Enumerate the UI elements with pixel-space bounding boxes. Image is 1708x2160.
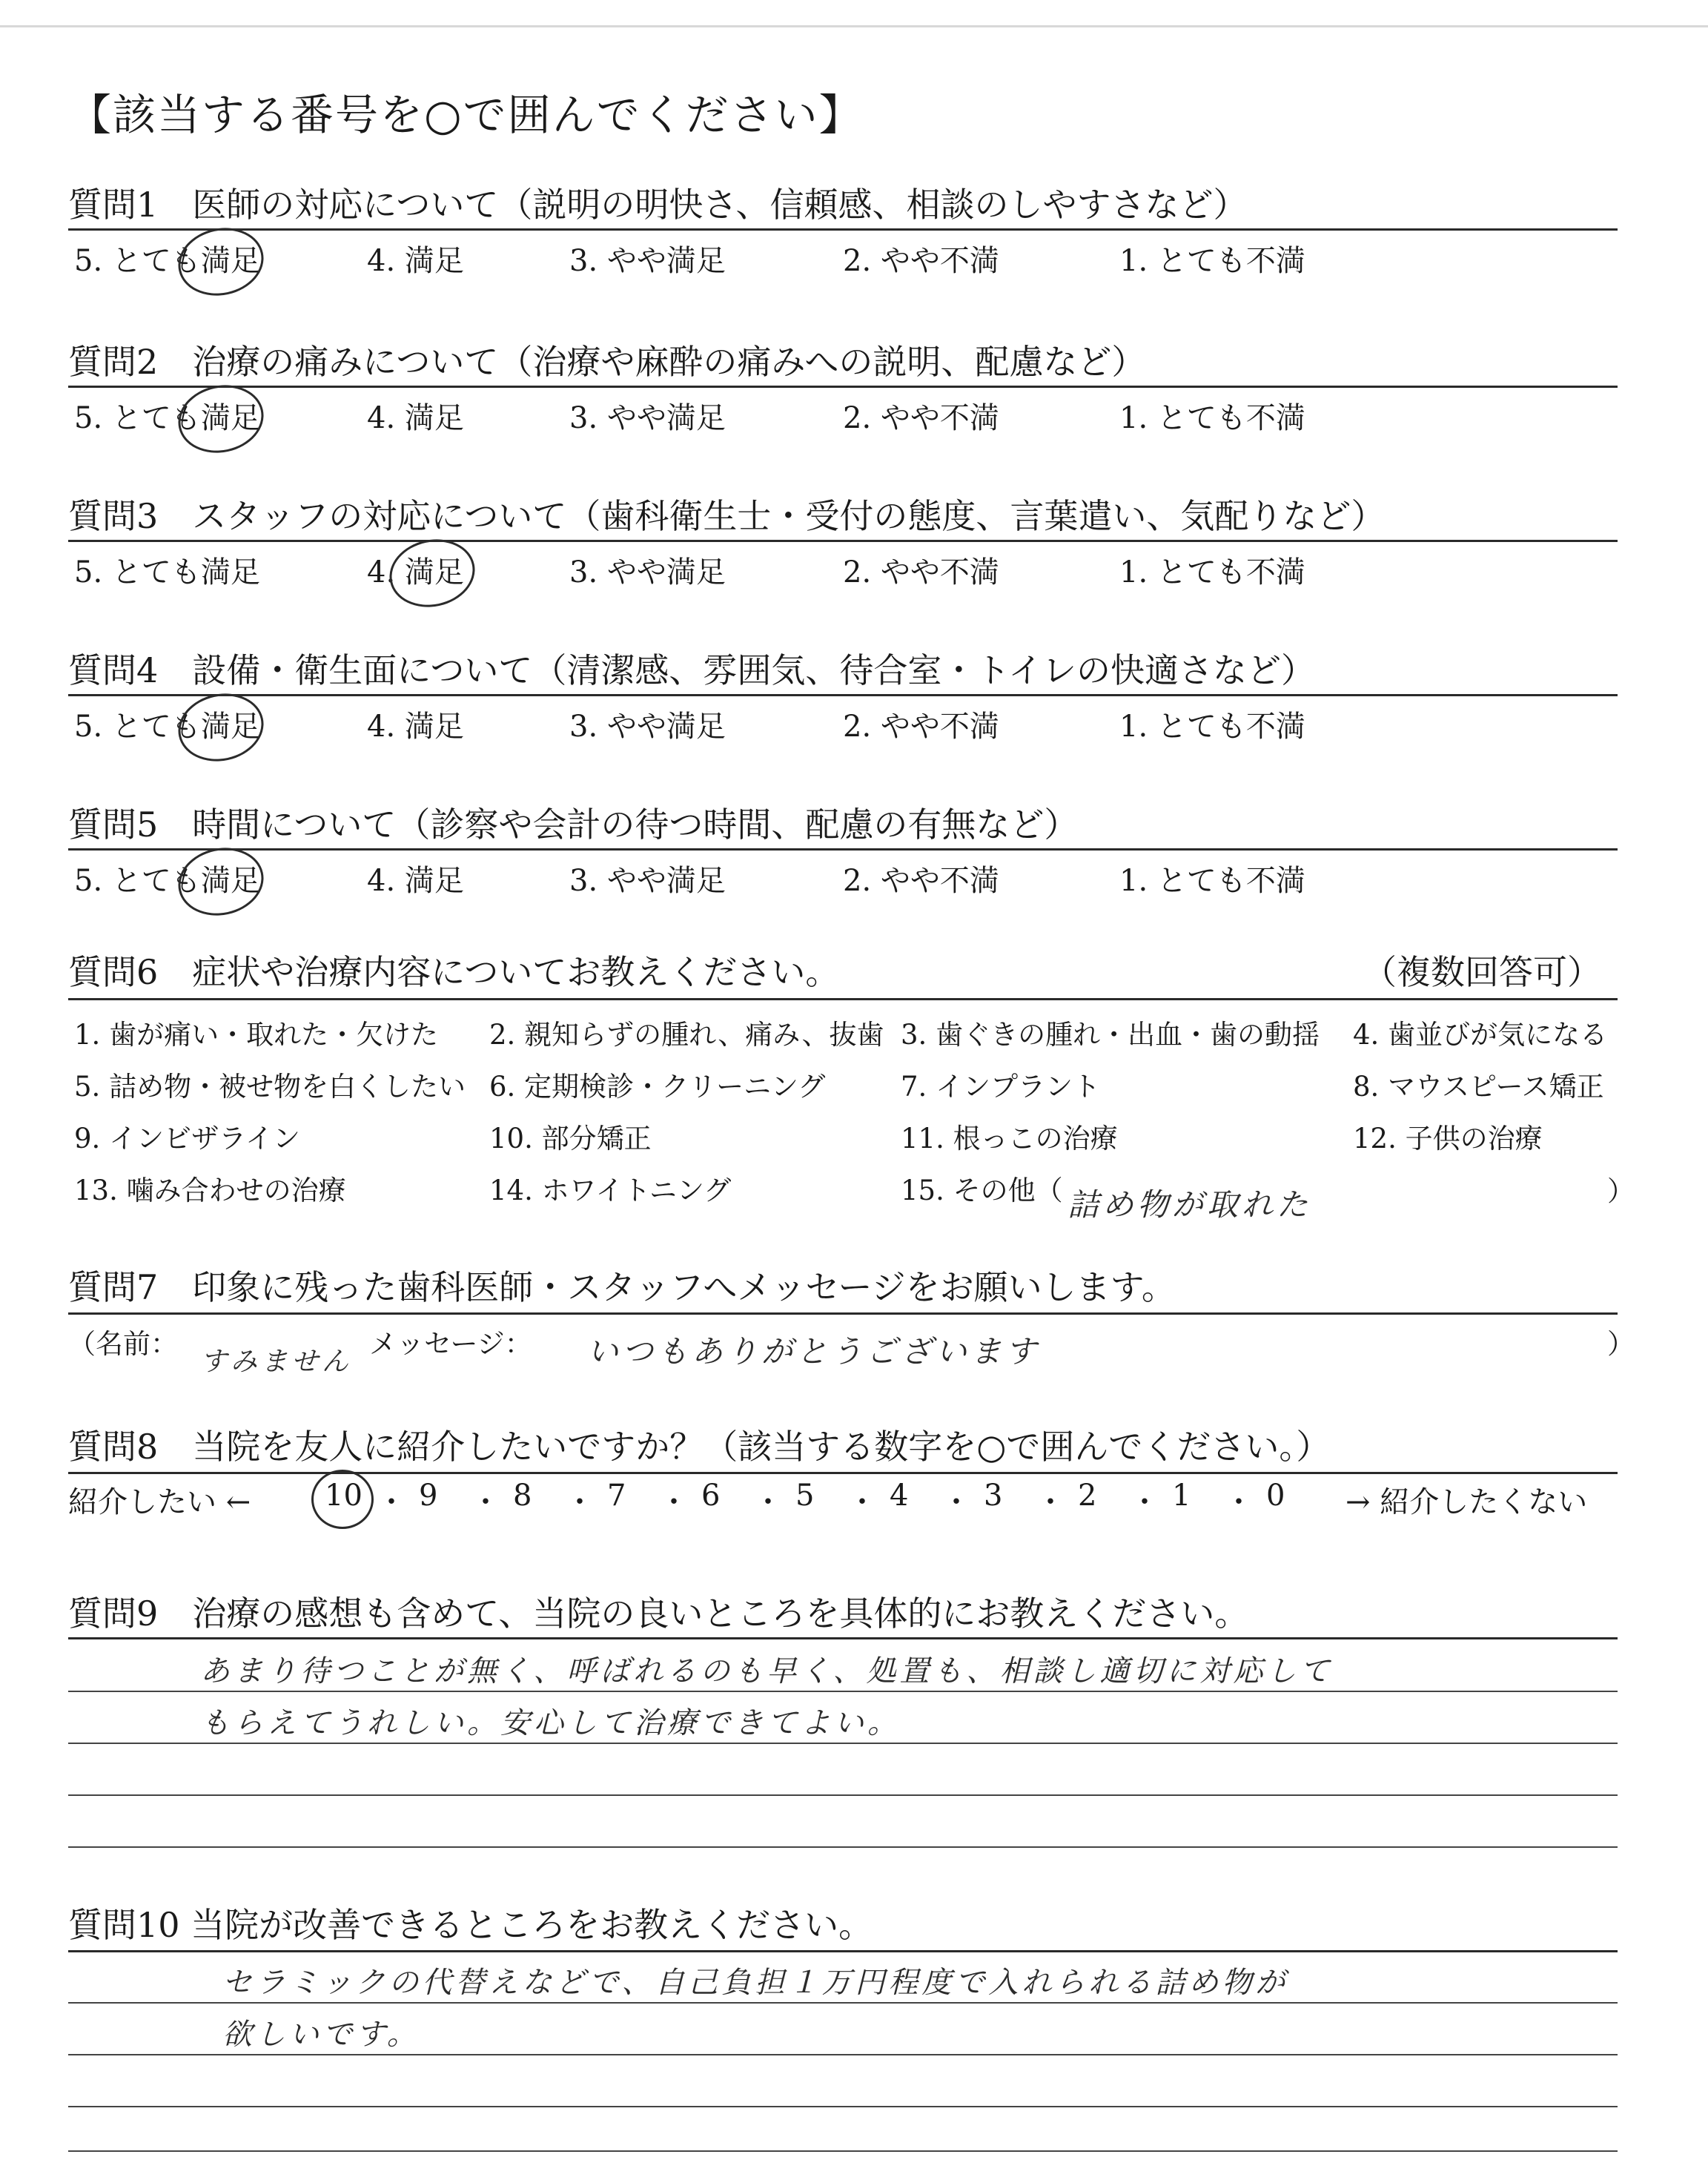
q6-item-4[interactable]: 4. 歯並びが気になる — [1353, 1019, 1608, 1051]
q8-scale-7[interactable]: 7 — [607, 1479, 626, 1513]
q4-option-5[interactable]: 5. とても満足 — [74, 710, 260, 744]
q8-scale-dot: ・ — [1036, 1485, 1065, 1519]
q3-option-4[interactable]: 4. 満足 — [367, 555, 464, 589]
q1-option-2[interactable]: 2. やや不満 — [843, 244, 999, 278]
q7-close: ） — [1607, 1328, 1635, 1360]
q6-item-13[interactable]: 13. 噛み合わせの治療 — [74, 1175, 346, 1206]
q3-underline — [68, 540, 1618, 542]
q9-title: 質問9 治療の感想も含めて、当院の良いところを具体的にお教えください。 — [68, 1593, 1249, 1634]
q1-underline — [68, 228, 1618, 231]
q8-scale-1[interactable]: 1 — [1172, 1479, 1191, 1513]
q8-scale-6[interactable]: 6 — [701, 1479, 721, 1513]
q7-message-label: メッセージ： — [369, 1328, 532, 1360]
q5-option-1[interactable]: 1. とても不満 — [1119, 864, 1305, 898]
q7-name-label: （名前： — [68, 1328, 178, 1360]
q3-option-1[interactable]: 1. とても不満 — [1119, 555, 1305, 589]
q6-item-15[interactable]: 15. その他（ — [901, 1175, 1063, 1206]
q10-answer-line-2: 欲しいです。 — [222, 2018, 420, 2052]
q9-answer-line-2: もらえてうれしい。安心して治療できてよい。 — [200, 1706, 901, 1740]
q10-write-line-1 — [68, 2002, 1618, 2004]
q9-answer-line-1: あまり待つことが無く、呼ばれるのも早く、処置も、相談し適切に対応して — [200, 1654, 1334, 1688]
q8-scale-0[interactable]: 0 — [1266, 1479, 1285, 1513]
q8-left-label: 紹介したい ← — [68, 1485, 251, 1519]
q3-title: 質問3 スタッフの対応について（歯科衛生士・受付の態度、言葉遣い、気配りなど） — [68, 496, 1386, 536]
q5-title: 質問5 時間について（診察や会計の待つ時間、配慮の有無など） — [68, 805, 1079, 845]
q8-title: 質問8 当院を友人に紹介したいですか？（該当する数字を○で囲んでください。） — [68, 1427, 1331, 1467]
q6-other-close: ） — [1607, 1175, 1635, 1207]
q8-scale-2[interactable]: 2 — [1078, 1479, 1097, 1513]
q8-scale-dot: ・ — [471, 1485, 500, 1519]
q3-option-2[interactable]: 2. やや不満 — [843, 555, 999, 589]
q5-selection-circle — [172, 840, 270, 923]
q6-item-11[interactable]: 11. 根っこの治療 — [901, 1123, 1118, 1155]
q8-scale-5[interactable]: 5 — [795, 1479, 815, 1513]
q5-option-4[interactable]: 4. 満足 — [367, 864, 464, 898]
q8-scale-dot: ・ — [847, 1485, 877, 1519]
q8-scale-dot: ・ — [941, 1485, 971, 1519]
q8-scale-dot: ・ — [377, 1485, 406, 1519]
q8-right-label: → 紹介したくない — [1345, 1485, 1588, 1519]
q4-underline — [68, 694, 1618, 696]
q6-note: （複数回答可） — [1363, 952, 1601, 992]
q5-option-2[interactable]: 2. やや不満 — [843, 864, 999, 898]
q5-option-3[interactable]: 3. やや満足 — [569, 864, 726, 898]
q4-option-1[interactable]: 1. とても不満 — [1119, 710, 1305, 744]
q8-scale-dot: ・ — [659, 1485, 689, 1519]
q4-selection-circle — [172, 686, 270, 769]
q8-scale-8[interactable]: 8 — [513, 1479, 532, 1513]
q9-write-line-4 — [68, 1846, 1618, 1848]
q8-scale-9[interactable]: 9 — [419, 1479, 438, 1513]
q8-scale-dot: ・ — [753, 1485, 783, 1519]
q10-answer-line-1: セラミックの代替えなどで、自己負担１万円程度で入れられる詰め物が — [222, 1966, 1289, 2000]
q1-title: 質問1 医師の対応について（説明の明快さ、信頼感、相談のしやすさなど） — [68, 185, 1248, 225]
q10-write-line-4 — [68, 2150, 1618, 2152]
q6-item-3[interactable]: 3. 歯ぐきの腫れ・出血・歯の動揺 — [901, 1019, 1320, 1051]
q3-option-3[interactable]: 3. やや満足 — [569, 555, 726, 589]
q6-underline — [68, 998, 1618, 1000]
q2-selection-circle — [172, 377, 270, 460]
q4-option-4[interactable]: 4. 満足 — [367, 710, 464, 744]
q2-option-5[interactable]: 5. とても満足 — [74, 401, 260, 435]
q2-underline — [68, 386, 1618, 388]
q7-name-handwriting: すみません — [200, 1347, 353, 1377]
q7-title: 質問7 印象に残った歯科医師・スタッフへメッセージをお願いします。 — [68, 1267, 1176, 1307]
q9-write-line-1 — [68, 1691, 1618, 1692]
q7-underline — [68, 1312, 1618, 1315]
q8-selection-circle — [311, 1470, 374, 1529]
q3-option-5[interactable]: 5. とても満足 — [74, 555, 260, 589]
q4-title: 質問4 設備・衛生面について（清潔感、雰囲気、待合室・トイレの快適さなど） — [68, 650, 1316, 690]
q1-selection-circle — [172, 220, 270, 303]
q8-underline — [68, 1472, 1618, 1474]
q8-scale-3[interactable]: 3 — [984, 1479, 1003, 1513]
q1-option-5[interactable]: 5. とても満足 — [74, 244, 260, 278]
q4-option-3[interactable]: 3. やや満足 — [569, 710, 726, 744]
q6-item-7[interactable]: 7. インプラント — [901, 1071, 1101, 1103]
scan-edge-line — [0, 25, 1708, 27]
q6-item-9[interactable]: 9. インビザライン — [74, 1123, 300, 1155]
q2-option-2[interactable]: 2. やや不満 — [843, 401, 999, 435]
q6-item-10[interactable]: 10. 部分矯正 — [489, 1123, 652, 1155]
q10-underline — [68, 1950, 1618, 1952]
q10-write-line-2 — [68, 2054, 1618, 2055]
q9-write-line-2 — [68, 1743, 1618, 1744]
q2-option-4[interactable]: 4. 満足 — [367, 401, 464, 435]
q6-item-5[interactable]: 5. 詰め物・被せ物を白くしたい — [74, 1071, 466, 1103]
page-header: 【該当する番号を○で囲んでください】 — [68, 90, 864, 140]
q10-title: 質問10 当院が改善できるところをお教えください。 — [68, 1905, 873, 1945]
q4-option-2[interactable]: 2. やや不満 — [843, 710, 999, 744]
q6-other-handwriting: 詰め物が取れた — [1068, 1186, 1312, 1223]
q8-scale-dot: ・ — [565, 1485, 595, 1519]
q6-item-6[interactable]: 6. 定期検診・クリーニング — [489, 1071, 826, 1103]
q6-item-12[interactable]: 12. 子供の治療 — [1353, 1123, 1543, 1155]
q7-message-handwriting: いつもありがとうございます — [587, 1333, 1041, 1370]
q2-title: 質問2 治療の痛みについて（治療や麻酔の痛みへの説明、配慮など） — [68, 342, 1146, 382]
q8-scale-dot: ・ — [1224, 1485, 1254, 1519]
q1-option-4[interactable]: 4. 満足 — [367, 244, 464, 278]
q1-option-1[interactable]: 1. とても不満 — [1119, 244, 1305, 278]
q8-scale-4[interactable]: 4 — [890, 1479, 909, 1513]
q2-option-1[interactable]: 1. とても不満 — [1119, 401, 1305, 435]
q6-item-8[interactable]: 8. マウスピース矯正 — [1353, 1071, 1604, 1103]
q1-option-3[interactable]: 3. やや満足 — [569, 244, 726, 278]
q5-underline — [68, 848, 1618, 851]
q10-write-line-3 — [68, 2106, 1618, 2107]
q3-selection-circle — [383, 532, 481, 615]
q9-write-line-3 — [68, 1794, 1618, 1796]
q6-item-1[interactable]: 1. 歯が痛い・取れた・欠けた — [74, 1019, 439, 1051]
q2-option-3[interactable]: 3. やや満足 — [569, 401, 726, 435]
q8-scale-dot: ・ — [1130, 1485, 1159, 1519]
q6-title: 質問6 症状や治療内容についてお教えください。 — [68, 952, 840, 992]
q6-item-14[interactable]: 14. ホワイトニング — [489, 1175, 732, 1206]
q9-underline — [68, 1637, 1618, 1639]
q5-option-5[interactable]: 5. とても満足 — [74, 864, 260, 898]
q6-item-2[interactable]: 2. 親知らずの腫れ、痛み、抜歯 — [489, 1019, 884, 1051]
q8-scale-10[interactable]: 10 — [325, 1479, 363, 1513]
